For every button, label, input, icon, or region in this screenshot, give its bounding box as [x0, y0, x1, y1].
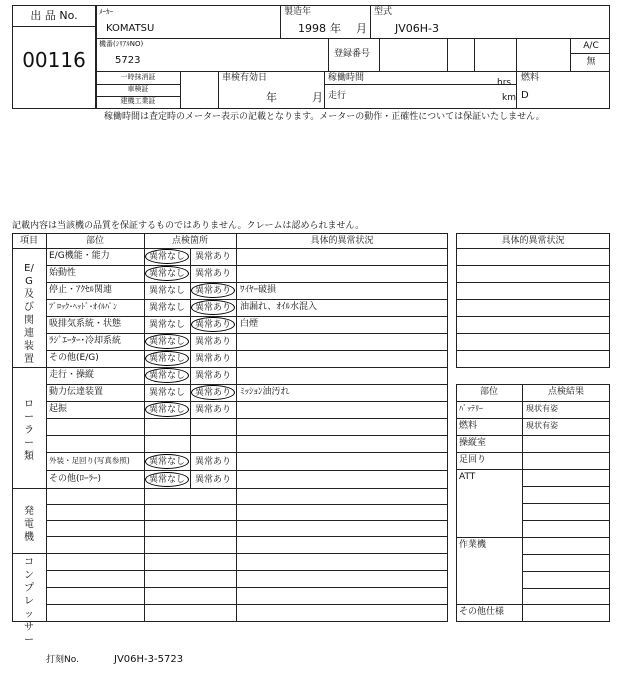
abnormal-option: 異常あり [194, 371, 231, 381]
year-label: 製造年 [284, 7, 312, 17]
header-item: 項目 [19, 236, 38, 246]
row-part: ﾌﾞﾛｯｸ･ﾍｯﾄﾞ･ｵｲﾙﾊﾟﾝ [49, 302, 117, 311]
year-value: 1998 [298, 22, 326, 35]
section-compressor: コンプレッサー [24, 557, 34, 646]
row-part: 動力伝達装置 [49, 387, 104, 397]
normal-option: 異常なし [148, 405, 185, 415]
result-header-part: 部位 [479, 387, 498, 397]
ac-value: 無 [586, 57, 596, 67]
result-part: 燃料 [459, 421, 478, 431]
normal-option: 異常なし [148, 371, 185, 381]
row-part: ﾗｼﾞｴｰﾀｰ･冷却系統 [49, 336, 122, 346]
result-part: ﾊﾞｯﾃﾘｰ [459, 404, 483, 413]
abnormal-option: 異常あり [194, 303, 231, 313]
notice-quality: 記載内容は当該機の品質を保証するものではありません。クレームは認められません。 [12, 221, 365, 231]
registration-label: 登録番号 [334, 49, 371, 59]
normal-option: 異常なし [148, 286, 185, 296]
lot-label: 出 品 No. [30, 9, 78, 22]
hours-unit: hrs [497, 78, 512, 88]
row-part: その他(ﾛｰﾗｰ) [49, 474, 102, 484]
temp-reg-label: 一時抹消証 [120, 73, 156, 81]
row-part: 停止・ｱｸｾﾙ関連 [49, 285, 113, 295]
normal-option: 異常なし [148, 337, 185, 347]
row-detail: ﾜｲﾔｰ破損 [240, 285, 277, 295]
result-part: 足回り [459, 455, 487, 465]
header-detail: 具体的異常状況 [310, 236, 374, 246]
row-part: 走行・操縦 [49, 370, 95, 380]
notice-hours: 稼働時間は査定時のメーター表示の記載となります。メーターの動作・正確性については保証いたしません。 [104, 112, 545, 122]
normal-option: 異常なし [148, 457, 185, 467]
maker-label: ﾒｰｶｰ [99, 8, 113, 16]
row-part: 外装・足回り(写真参照) [49, 456, 130, 465]
result-part: 操縦室 [459, 438, 487, 448]
abnormal-option: 異常あり [194, 337, 231, 347]
inspection-month-unit: 月 [312, 91, 323, 104]
hours-label: 稼働時間 [328, 73, 365, 83]
result-value: 現状有姿 [526, 404, 558, 413]
section-rollers: ローラー類 [24, 399, 34, 462]
ac-label: A/C [583, 41, 599, 51]
normal-option: 異常なし [148, 475, 185, 485]
lot-number: 00116 [22, 48, 86, 72]
normal-option: 異常なし [148, 354, 185, 364]
header-part: 部位 [85, 236, 104, 246]
abnormal-option: 異常あり [194, 320, 231, 330]
result-value: 現状有姿 [526, 421, 558, 430]
abnormal-option: 異常あり [194, 457, 231, 467]
vehicle-cert-label: 車検証 [127, 85, 149, 93]
result-part: その他仕様 [459, 607, 505, 617]
header-check: 点検箇所 [171, 236, 208, 246]
month-unit: 月 [356, 22, 367, 35]
normal-option: 異常なし [148, 269, 185, 279]
row-detail: 白煙 [240, 319, 259, 329]
row-detail: 油漏れ、ｵｲﾙ水混入 [240, 302, 318, 312]
km-unit: km [502, 93, 516, 103]
cert-label: 建機工業証 [120, 97, 156, 105]
abnormal-option: 異常あり [194, 388, 231, 398]
stamp-value: JV06H-3-5723 [114, 654, 184, 665]
serial-value: 5723 [115, 55, 141, 66]
result-part: ATT [459, 472, 476, 482]
fuel-label: 燃料 [521, 73, 540, 83]
maker-value: KOMATSU [106, 23, 155, 34]
normal-option: 異常なし [148, 303, 185, 313]
stamp-label: 打刻No. [46, 655, 79, 665]
section-engine: E/G及び関連装置 [24, 263, 34, 365]
normal-option: 異常なし [148, 388, 185, 398]
side-detail-header: 具体的異常状況 [501, 236, 565, 246]
model-label: 型式 [374, 7, 393, 17]
abnormal-option: 異常あり [194, 405, 231, 415]
result-part: 作業機 [459, 540, 487, 550]
normal-option: 異常なし [148, 252, 185, 262]
section-generator: 発電機 [24, 506, 34, 543]
row-part: その他(E/G) [49, 353, 99, 363]
row-detail: ﾐｯｼｮﾝ油汚れ [240, 387, 290, 397]
inspection-label: 車検有効日 [222, 73, 268, 83]
travel-label: 走行 [328, 91, 347, 101]
row-part: 起振 [49, 404, 68, 414]
row-part: E/G機能・能力 [49, 251, 110, 261]
year-unit: 年 [330, 22, 341, 35]
row-part: 始動性 [49, 268, 77, 278]
normal-option: 異常なし [148, 320, 185, 330]
model-value: JV06H-3 [395, 22, 440, 35]
abnormal-option: 異常あり [194, 252, 231, 262]
abnormal-option: 異常あり [194, 269, 231, 279]
fuel-value: D [521, 90, 529, 101]
abnormal-option: 異常あり [194, 354, 231, 364]
inspection-year-unit: 年 [266, 91, 277, 104]
abnormal-option: 異常あり [194, 475, 231, 485]
serial-label: 機番(ｼﾘｱﾙNO) [99, 40, 144, 48]
result-header-result: 点検結果 [547, 387, 584, 397]
row-part: 吸排気系統・状態 [49, 319, 122, 329]
abnormal-option: 異常あり [194, 286, 231, 296]
